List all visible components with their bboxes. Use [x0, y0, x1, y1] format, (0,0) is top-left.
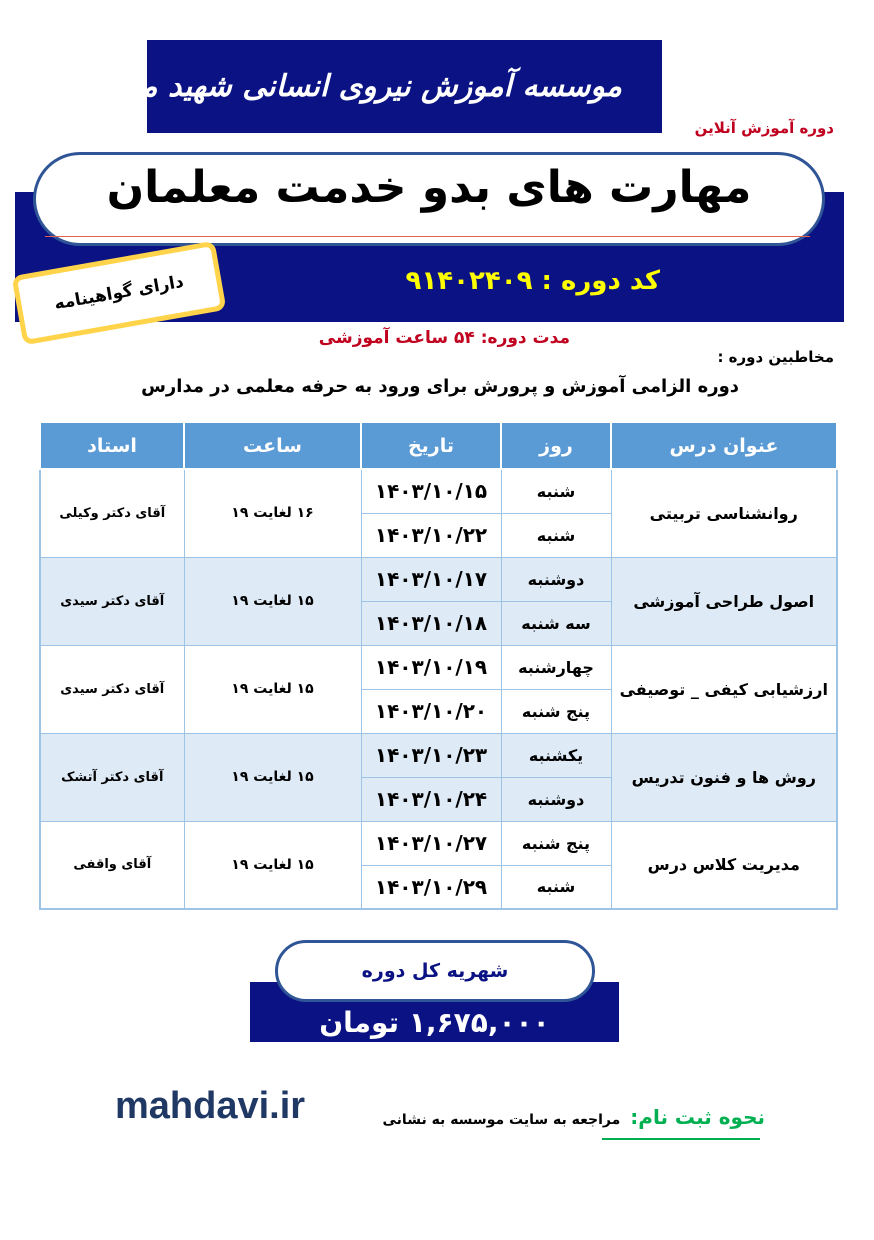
course-title-cell: روانشناسی تربیتی	[611, 469, 837, 557]
day-cell: پنج شنبه	[501, 821, 611, 865]
table-header-row	[40, 422, 837, 469]
date-cell: ۱۴۰۳/۱۰/۲۰	[361, 689, 501, 733]
fee-amount: ۱,۶۷۵,۰۰۰ تومان	[319, 1006, 550, 1039]
time-cell: ۱۵ لغایت ۱۹	[184, 557, 361, 645]
fee-pill	[275, 940, 595, 1002]
time-cell: ۱۵ لغایت ۱۹	[184, 821, 361, 909]
teacher-cell: آقای دکتر وکیلی	[40, 469, 184, 557]
registration-underline	[602, 1138, 760, 1140]
header-teacher: استاد	[40, 422, 184, 469]
course-title-cell: ارزشیابی کیفی _ توصیفی	[611, 645, 837, 733]
header-title: عنوان درس	[611, 422, 837, 469]
day-cell: دوشنبه	[501, 557, 611, 601]
online-course-label: دوره آموزش آنلاین	[694, 119, 834, 137]
date-cell: ۱۴۰۳/۱۰/۱۹	[361, 645, 501, 689]
day-cell: شنبه	[501, 865, 611, 909]
day-cell: شنبه	[501, 469, 611, 513]
date-cell: ۱۴۰۳/۱۰/۱۷	[361, 557, 501, 601]
date-cell: ۱۴۰۳/۱۰/۲۲	[361, 513, 501, 557]
course-title-cell: روش ها و فنون تدریس	[611, 733, 837, 821]
audience-text: دوره الزامی آموزش و پرورش برای ورود به حرفه معلمی در مدارس	[141, 376, 739, 397]
header-time: ساعت	[184, 422, 361, 469]
day-cell: یکشنبه	[501, 733, 611, 777]
teacher-cell: آقای دکتر سیدی	[40, 557, 184, 645]
day-cell: دوشنبه	[501, 777, 611, 821]
course-title-cell: مدیریت کلاس درس	[611, 821, 837, 909]
time-cell: ۱۵ لغایت ۱۹	[184, 733, 361, 821]
teacher-cell: آقای واقفی	[40, 821, 184, 909]
date-cell: ۱۴۰۳/۱۰/۲۹	[361, 865, 501, 909]
table-row	[40, 733, 837, 777]
header-date: تاریخ	[361, 422, 501, 469]
date-cell: ۱۴۰۳/۱۰/۲۴	[361, 777, 501, 821]
audience-label: مخاطبین دوره :	[717, 348, 834, 366]
day-cell: پنج شنبه	[501, 689, 611, 733]
teacher-cell: آقای دکتر آتشک	[40, 733, 184, 821]
day-cell: چهارشنبه	[501, 645, 611, 689]
header-day: روز	[501, 422, 611, 469]
table-row	[40, 645, 837, 689]
course-title: مهارت های بدو خدمت معلمان	[106, 162, 752, 213]
time-cell: ۱۵ لغایت ۱۹	[184, 645, 361, 733]
day-cell: شنبه	[501, 513, 611, 557]
institute-logo-banner	[73, 40, 662, 133]
course-title-cell: اصول طراحی آموزشی	[611, 557, 837, 645]
fee-label: شهریه کل دوره	[361, 960, 509, 982]
date-cell: ۱۴۰۳/۱۰/۱۵	[361, 469, 501, 513]
registration-info	[345, 1105, 765, 1129]
date-cell: ۱۴۰۳/۱۰/۲۳	[361, 733, 501, 777]
date-cell: ۱۴۰۳/۱۰/۲۷	[361, 821, 501, 865]
teacher-cell: آقای دکتر سیدی	[40, 645, 184, 733]
time-cell: ۱۶ لغایت ۱۹	[184, 469, 361, 557]
registration-text: مراجعه به سایت موسسه به نشانی	[382, 1112, 621, 1128]
registration-label: نحوه ثبت نام:	[630, 1105, 765, 1129]
table-row	[40, 557, 837, 601]
course-duration: مدت دوره: ۵۴ ساعت آموزشی	[318, 328, 570, 348]
day-cell: سه شنبه	[501, 601, 611, 645]
title-divider	[45, 236, 810, 237]
table-row	[40, 821, 837, 865]
date-cell: ۱۴۰۳/۱۰/۱۸	[361, 601, 501, 645]
institute-name: موسسه آموزش نیروی انسانی شهید مهدوی	[73, 69, 622, 104]
website-link[interactable]: mahdavi.ir	[115, 1085, 306, 1127]
schedule-table	[39, 421, 838, 910]
table-row	[40, 469, 837, 513]
course-code: کد دوره : ۹۱۴۰۲۴۰۹	[405, 266, 660, 296]
certificate-text: دارای گواهینامه	[52, 271, 186, 315]
